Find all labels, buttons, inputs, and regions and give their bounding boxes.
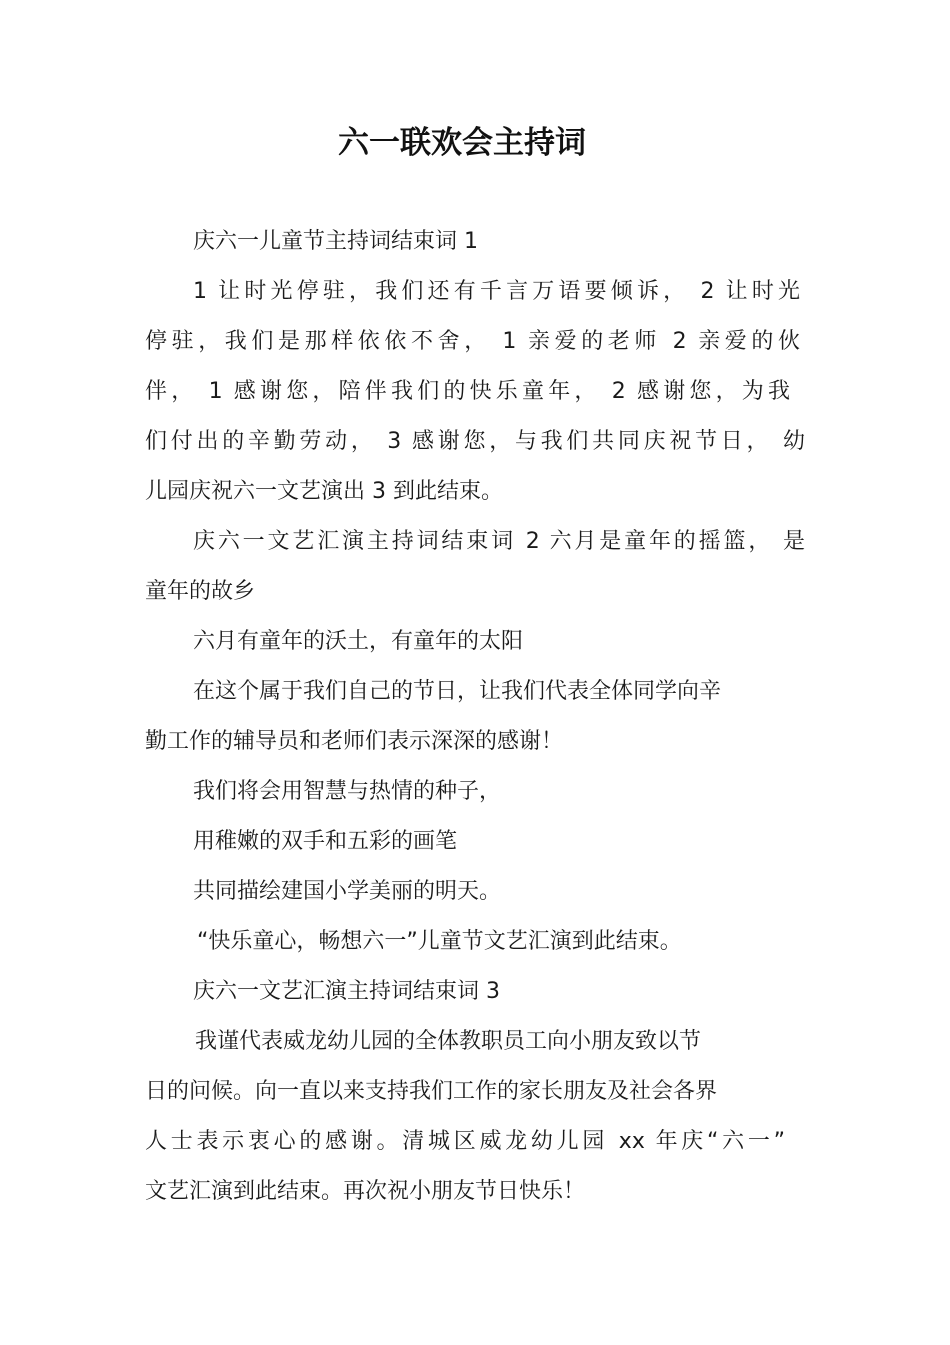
- text-line: 文艺汇演到此结束。再次祝小朋友节日快乐！: [145, 1179, 586, 1204]
- text-line: 共同描绘建国小学美丽的明天。: [193, 879, 502, 904]
- text-line: 用稚嫩的双手和五彩的画笔: [193, 829, 458, 854]
- text-line: 我们将会用智慧与热情的种子，: [193, 779, 502, 804]
- text-line: 庆六一文艺汇演主持词结束词 3: [193, 979, 500, 1004]
- text-line: 停驻，我们是那样依依不舍， 1 亲爱的老师 2 亲爱的伙: [145, 329, 800, 354]
- text-line: 童年的故乡: [145, 579, 256, 604]
- text-line: 勤工作的辅导员和老师们表示深深的感谢！: [145, 729, 564, 754]
- text-line: 伴， 1 感谢您，陪伴我们的快乐童年， 2 感谢您，为我: [145, 379, 790, 404]
- text-line: 我谨代表威龙幼儿园的全体教职员工向小朋友致以节: [195, 1029, 702, 1054]
- text-line: 六月有童年的沃土，有童年的太阳: [193, 629, 524, 654]
- text-line: 庆六一儿童节主持词结束词 1: [193, 229, 478, 254]
- text-line: 庆六一文艺汇演主持词结束词 2 六月是童年的摇篮， 是: [193, 529, 805, 554]
- text-line: 日的问候。向一直以来支持我们工作的家长朋友及社会各界: [145, 1079, 718, 1104]
- text-line: 人士表示衷心的感谢。清城区威龙幼儿园 xx 年庆“六一”: [145, 1129, 785, 1154]
- text-line: “快乐童心，畅想六一”儿童节文艺汇演到此结束。: [197, 929, 682, 954]
- text-line: 1 让时光停驻，我们还有千言万语要倾诉， 2 让时光: [193, 279, 800, 304]
- document-title: 六一联欢会主持词: [338, 125, 586, 161]
- text-line: 在这个属于我们自己的节日，让我们代表全体同学向辛: [193, 679, 722, 704]
- text-line: 们付出的辛勤劳动， 3 感谢您，与我们共同庆祝节日， 幼: [145, 429, 805, 454]
- text-line: 儿园庆祝六一文艺演出 3 到此结束。: [145, 479, 503, 504]
